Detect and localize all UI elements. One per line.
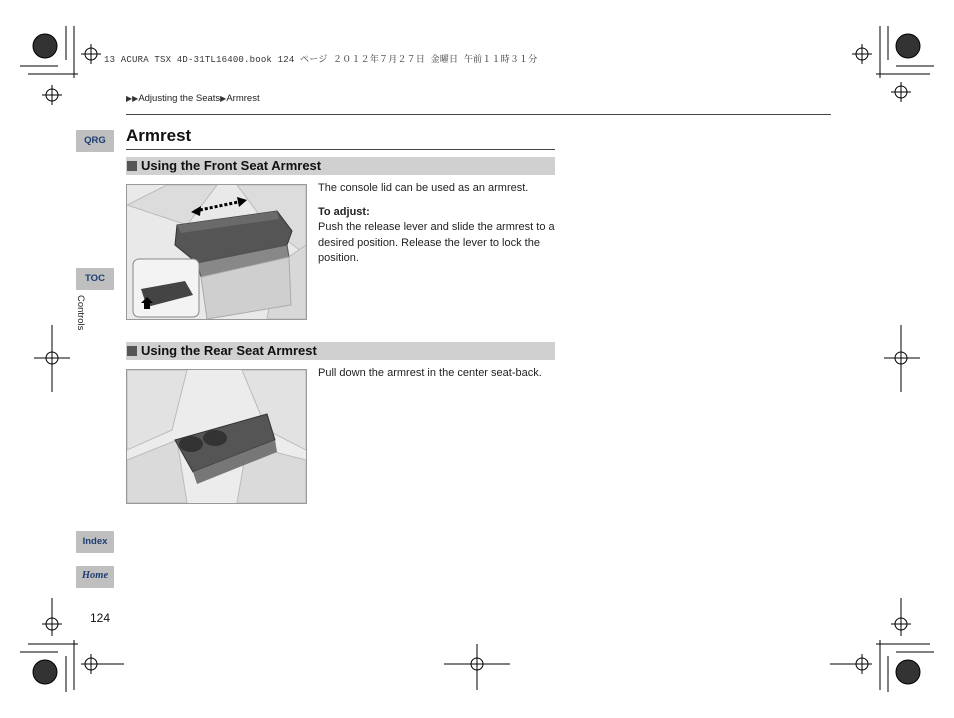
- front-armrest-text: [318, 181, 558, 267]
- rear-armrest-drawing: [127, 370, 306, 503]
- section-tab-label: Controls: [75, 295, 86, 331]
- section-heading-rear: [126, 342, 555, 360]
- rear-armrest-text: [318, 366, 558, 382]
- page-title: Armrest: [126, 126, 192, 145]
- section-heading-rear-label: Using the Rear Seat Armrest: [141, 343, 317, 358]
- rear-armrest-illustration: [126, 369, 307, 504]
- rear-body: Pull down the armrest in the center seat-back.: [318, 367, 542, 379]
- front-body: Push the release lever and slide the armrest to a desired position. Release the lever to lock the position.: [318, 221, 555, 264]
- front-armrest-illustration: [126, 184, 307, 320]
- breadcrumb-current: Armrest: [226, 93, 260, 104]
- front-armrest-drawing: [127, 185, 306, 319]
- section-square-icon: [127, 161, 137, 171]
- qrg-button[interactable]: QRG: [76, 130, 114, 152]
- front-subhead: To adjust:: [318, 205, 370, 218]
- breadcrumb-parent[interactable]: Adjusting the Seats: [138, 93, 221, 104]
- index-button[interactable]: Index: [76, 531, 114, 553]
- section-square-icon: [127, 346, 137, 356]
- section-heading-front: [126, 157, 555, 175]
- header-rule: [126, 114, 831, 115]
- title-rule: [126, 149, 555, 150]
- breadcrumb: [126, 93, 260, 104]
- breadcrumb-arrow-icon: ▶: [220, 94, 227, 103]
- print-header: 13 ACURA TSX 4D-31TL16400.book 124 ページ ２０１２年７月２７日 金曜日 午前１１時３１分: [104, 55, 538, 65]
- breadcrumb-arrow-icon: ▶▶: [126, 94, 139, 103]
- page-number: 124: [90, 611, 111, 625]
- front-intro: The console lid can be used as an armrest.: [318, 182, 529, 194]
- home-button[interactable]: Home: [76, 566, 114, 588]
- section-heading-front-label: Using the Front Seat Armrest: [141, 158, 322, 173]
- toc-button[interactable]: TOC: [76, 268, 114, 290]
